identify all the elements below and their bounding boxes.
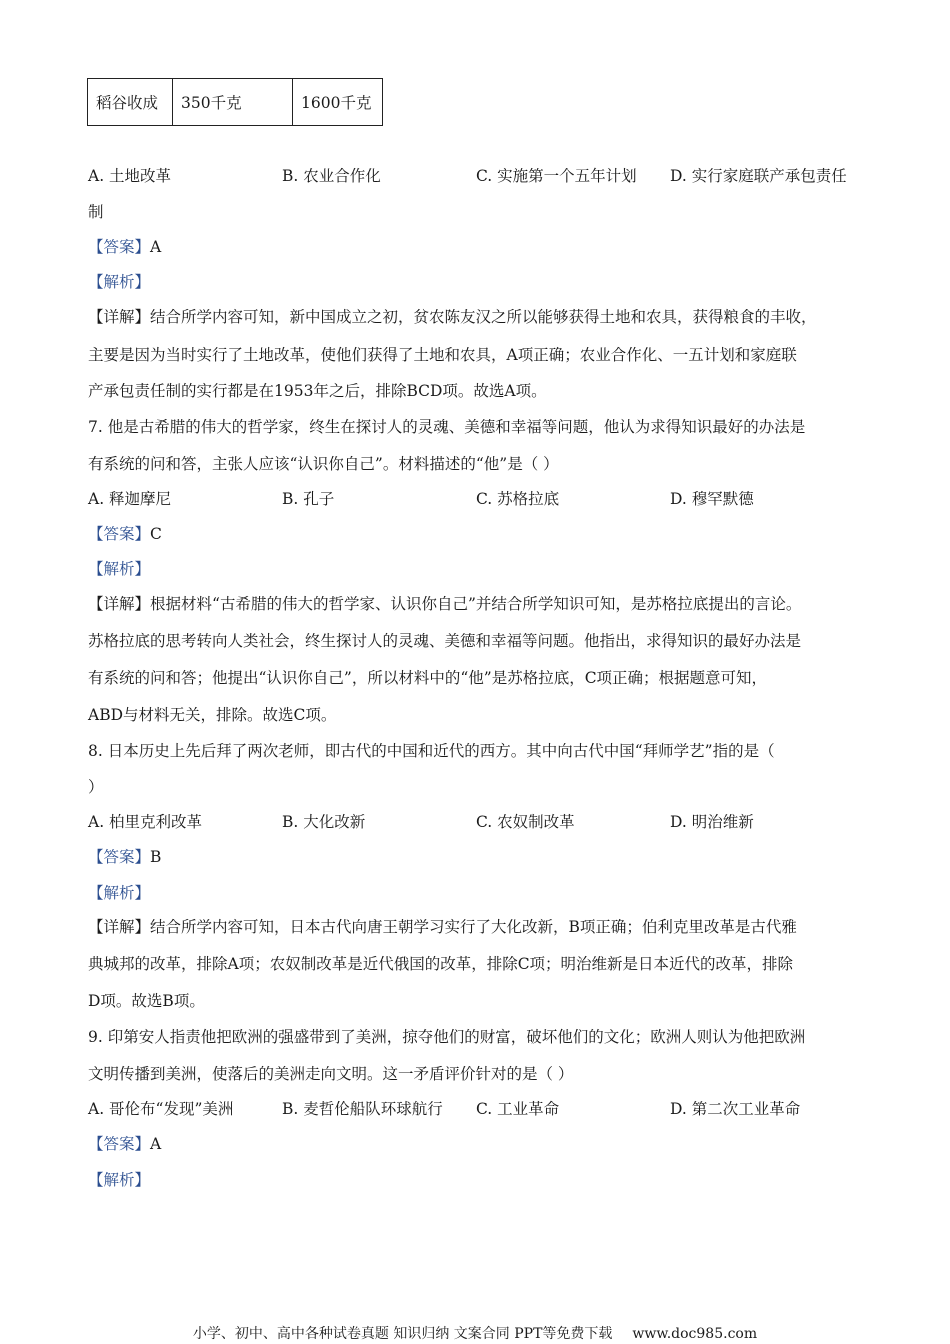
answer-value: C (150, 525, 162, 543)
q6-option-a: A. 土地改革 (88, 167, 172, 185)
table-cell-label: 稻谷收成 (88, 79, 173, 126)
q9-option-a: A. 哥伦布“发现”美洲 (88, 1100, 234, 1118)
q6-detail-line-3: 产承包责任制的实行都是在1953年之后，排除BCD项。故选A项。 (88, 382, 547, 400)
table-row (88, 79, 383, 126)
q7-answer (88, 524, 162, 544)
table-cell-before: 350千克 (173, 79, 293, 126)
q8-option-a: A. 柏里克利改革 (88, 813, 203, 831)
q7-detail-line-4: ABD与材料无关，排除。故选C项。 (88, 706, 337, 724)
q7-stem-line-2: 有系统的问和答，主张人应该“认识你自己”。材料描述的“他”是（ ） (88, 455, 559, 473)
detail-text: 结合所学内容可知，日本古代向唐王朝学习实行了大化改新，B项正确；伯利克里改革是古代雅 (150, 918, 797, 936)
q6-option-wrap: 制 (88, 203, 104, 221)
q7-option-b: B. 孔子 (282, 490, 335, 508)
answer-tag: 【答案】 (88, 1135, 151, 1153)
q9-option-d: D. 第二次工业革命 (670, 1100, 801, 1118)
table-cell-after: 1600千克 (293, 79, 383, 126)
q7-detail-line-1 (88, 594, 801, 614)
q8-answer (88, 847, 161, 867)
q8-analysis-tag: 【解析】 (88, 884, 151, 902)
q8-option-b: B. 大化改新 (282, 813, 366, 831)
answer-tag: 【答案】 (88, 238, 151, 256)
footer-text: 小学、初中、高中各种试卷真题 知识归纳 文案合同 PPT等免费下载 (192, 1326, 613, 1342)
answer-value: B (150, 848, 162, 866)
q7-stem-line-1: 7. 他是古希腊的伟大的哲学家，终生在探讨人的灵魂、美德和幸福等问题，他认为求得知识最好的办法是 (88, 418, 806, 436)
q7-option-c: C. 苏格拉底 (476, 490, 560, 508)
q8-option-c: C. 农奴制改革 (476, 813, 575, 831)
q9-stem-line-2: 文明传播到美洲，使落后的美洲走向文明。这一矛盾评价针对的是（ ） (88, 1065, 574, 1083)
answer-value: A (150, 238, 162, 256)
q6-detail-line-1 (88, 307, 817, 327)
q6-option-b: B. 农业合作化 (282, 167, 381, 185)
q7-analysis-tag: 【解析】 (88, 560, 151, 578)
harvest-table (87, 78, 383, 126)
footer-url-link[interactable]: www.doc985.com (632, 1326, 758, 1342)
q7-detail-line-2: 苏格拉底的思考转向人类社会，终生探讨人的灵魂、美德和幸福等问题。他指出，求得知识的最好办法是 (88, 632, 802, 650)
q6-option-c: C. 实施第一个五年计划 (476, 167, 637, 185)
q7-detail-line-3: 有系统的问和答；他提出“认识你自己”，所以材料中的“他”是苏格拉底，C项正确；根据题意可知， (88, 669, 768, 687)
q8-detail-line-2: 典城邦的改革，排除A项；农奴制改革是近代俄国的改革，排除C项；明治维新是日本近代的改革，排除 (88, 955, 794, 973)
answer-tag: 【答案】 (88, 848, 151, 866)
q9-option-b: B. 麦哲伦船队环球航行 (282, 1100, 443, 1118)
q9-analysis-tag: 【解析】 (88, 1171, 151, 1189)
q9-stem-line-1: 9. 印第安人指责他把欧洲的强盛带到了美洲，掠夺他们的财富，破坏他们的文化；欧洲人则认为他把欧洲 (88, 1028, 806, 1046)
q7-option-a: A. 释迦摩尼 (88, 490, 172, 508)
q6-analysis-tag: 【解析】 (88, 273, 151, 291)
q6-answer (88, 237, 161, 257)
q8-detail-line-3: D项。故选B项。 (88, 992, 205, 1010)
q8-option-d: D. 明治维新 (670, 813, 754, 831)
detail-text: 根据材料“古希腊的伟大的哲学家、认识你自己”并结合所学知识可知，是苏格拉底提出的言论。 (150, 595, 802, 613)
detail-tag: 【详解】 (88, 308, 151, 326)
q8-stem-line-2: ） (88, 778, 104, 796)
q9-answer (88, 1134, 161, 1154)
answer-tag: 【答案】 (88, 525, 151, 543)
q9-option-c: C. 工业革命 (476, 1100, 560, 1118)
q8-stem-line-1: 8. 日本历史上先后拜了两次老师，即古代的中国和近代的西方。其中向古代中国“拜师学艺”指的是（ (88, 742, 775, 760)
q6-option-d: D. 实行家庭联产承包责任 (670, 167, 847, 185)
detail-tag: 【详解】 (88, 595, 151, 613)
q7-option-d: D. 穆罕默德 (670, 490, 754, 508)
q6-detail-line-2: 主要是因为当时实行了土地改革，使他们获得了土地和农具，A项正确；农业合作化、一五计划和家庭联 (88, 346, 797, 364)
q8-detail-line-1 (88, 917, 797, 937)
page-footer (0, 1323, 950, 1343)
detail-text: 结合所学内容可知，新中国成立之初，贫农陈友汉之所以能够获得土地和农具，获得粮食的丰收， (150, 308, 817, 326)
detail-tag: 【详解】 (88, 918, 151, 936)
answer-value: A (150, 1135, 162, 1153)
